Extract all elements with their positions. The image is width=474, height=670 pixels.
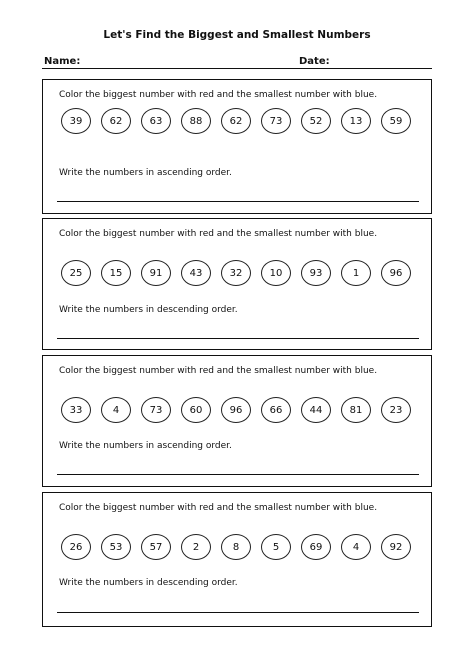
section-instruction: Color the biggest number with red and the smallest number with blue.: [59, 366, 378, 376]
number-circle[interactable]: 4: [101, 397, 131, 423]
number-circle[interactable]: 4: [341, 534, 371, 560]
exercise-section-1: [42, 79, 432, 214]
section-instruction: Color the biggest number with red and the smallest number with blue.: [59, 503, 378, 513]
order-instruction: Write the numbers in ascending order.: [59, 441, 232, 451]
number-circle[interactable]: 15: [101, 260, 131, 286]
number-circle[interactable]: 59: [381, 108, 411, 134]
header-line: [42, 68, 432, 69]
number-circle[interactable]: 73: [261, 108, 291, 134]
number-circle[interactable]: 43: [181, 260, 211, 286]
number-circle[interactable]: 2: [181, 534, 211, 560]
section-instruction: Color the biggest number with red and the smallest number with blue.: [59, 90, 378, 100]
name-label: Name:: [44, 56, 81, 67]
number-circle[interactable]: 44: [301, 397, 331, 423]
number-circle[interactable]: 96: [381, 260, 411, 286]
number-circle[interactable]: 39: [61, 108, 91, 134]
number-circle[interactable]: 92: [381, 534, 411, 560]
number-circle[interactable]: 96: [221, 397, 251, 423]
number-circle[interactable]: 91: [141, 260, 171, 286]
number-circle[interactable]: 66: [261, 397, 291, 423]
number-circle[interactable]: 25: [61, 260, 91, 286]
answer-line[interactable]: [57, 612, 419, 613]
order-instruction: Write the numbers in descending order.: [59, 578, 238, 588]
number-circle[interactable]: 26: [61, 534, 91, 560]
answer-line[interactable]: [57, 338, 419, 339]
answer-line[interactable]: [57, 474, 419, 475]
number-circle[interactable]: 5: [261, 534, 291, 560]
number-circle[interactable]: 33: [61, 397, 91, 423]
order-instruction: Write the numbers in ascending order.: [59, 168, 232, 178]
exercise-section-3: [42, 355, 432, 487]
section-instruction: Color the biggest number with red and the smallest number with blue.: [59, 229, 378, 239]
number-circle[interactable]: 62: [221, 108, 251, 134]
number-circle[interactable]: 81: [341, 397, 371, 423]
worksheet-title: Let's Find the Biggest and Smallest Numbers: [103, 29, 371, 41]
exercise-section-4: [42, 492, 432, 627]
date-label: Date:: [299, 56, 330, 67]
number-circle[interactable]: 73: [141, 397, 171, 423]
number-circle[interactable]: 53: [101, 534, 131, 560]
number-circle[interactable]: 62: [101, 108, 131, 134]
answer-line[interactable]: [57, 201, 419, 202]
number-circle[interactable]: 23: [381, 397, 411, 423]
number-circle[interactable]: 60: [181, 397, 211, 423]
number-circle[interactable]: 93: [301, 260, 331, 286]
number-circle[interactable]: 8: [221, 534, 251, 560]
number-circle[interactable]: 32: [221, 260, 251, 286]
number-circle[interactable]: 88: [181, 108, 211, 134]
number-circle[interactable]: 52: [301, 108, 331, 134]
number-circle[interactable]: 10: [261, 260, 291, 286]
exercise-section-2: [42, 218, 432, 350]
number-circle[interactable]: 57: [141, 534, 171, 560]
order-instruction: Write the numbers in descending order.: [59, 305, 238, 315]
number-circle[interactable]: 63: [141, 108, 171, 134]
number-circle[interactable]: 1: [341, 260, 371, 286]
number-circle[interactable]: 13: [341, 108, 371, 134]
number-circle[interactable]: 69: [301, 534, 331, 560]
